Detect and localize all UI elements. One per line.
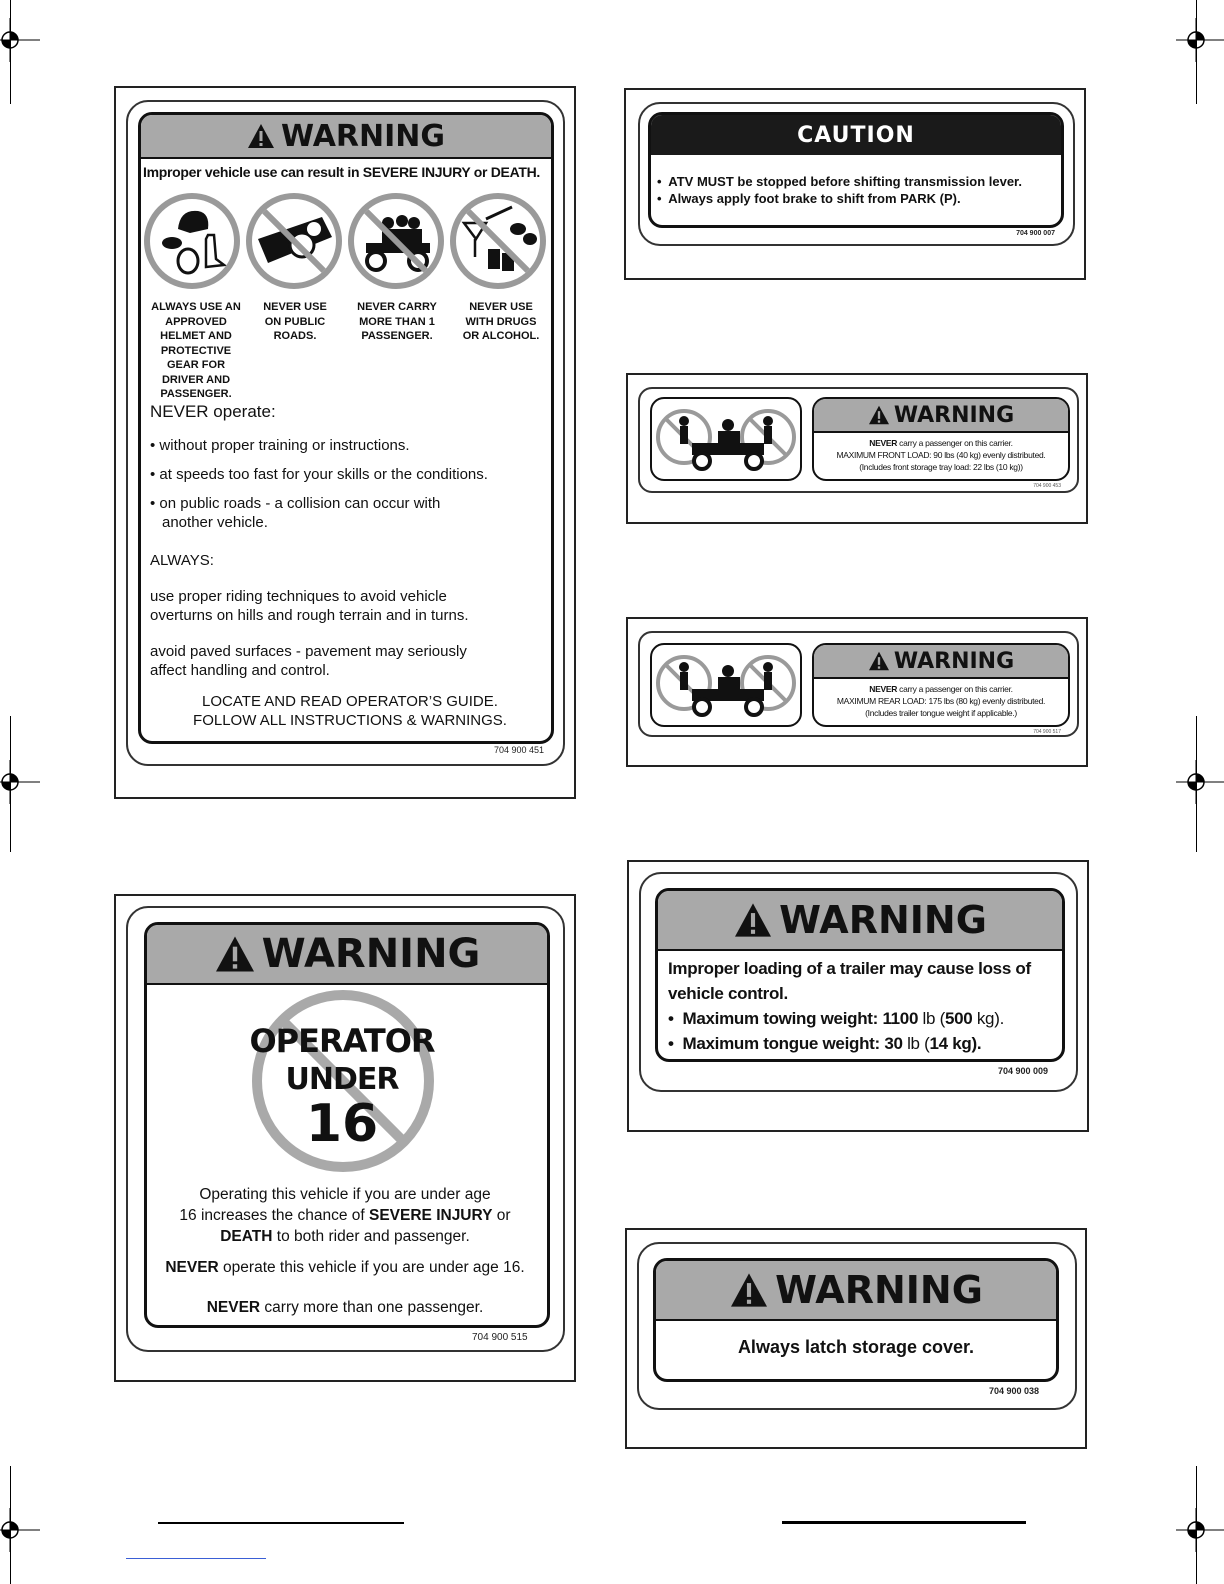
rear-carrier-label-frame (626, 617, 1088, 767)
front-carrier-header (814, 399, 1068, 433)
trailer-header-text: WARNING (779, 898, 987, 942)
front-carrier-text (814, 437, 1068, 473)
storage-text: Always latch storage cover. (737, 1337, 975, 1357)
trim-line-bottom-left (10, 1466, 11, 1584)
caution-inner-panel (648, 112, 1064, 228)
storage-inner-panel (653, 1258, 1059, 1382)
rear-carrier-header-text: WARNING (893, 648, 1015, 674)
trim-line-top-left (10, 0, 11, 104)
alert-triangle-icon (214, 935, 256, 973)
part-number-453: 704 900 453 (1033, 483, 1061, 489)
trailer-line1: Improper loading of a trailer may cause loss of (668, 959, 1031, 978)
trailer-bullet-towing: • Maximum towing weight: 1100 lb (500 kg). (668, 1009, 1004, 1028)
alert-triangle-icon (247, 123, 275, 149)
always-p1-line1: use proper riding techniques to avoid vehicle (150, 588, 447, 605)
no-passenger-icon (348, 193, 444, 289)
rear-carrier-decal (638, 631, 1079, 737)
caution-label-frame (624, 88, 1086, 280)
rear-carrier-line3: (Includes trailer tongue weight if applicable.) (865, 708, 1017, 718)
icon-caption-drugs: NEVER USE WITH DRUGS OR ALCOHOL. (462, 301, 540, 342)
trailer-inner-panel (655, 888, 1065, 1062)
never-operate-heading: NEVER operate: (150, 402, 276, 421)
helmet-gear-icon (144, 193, 240, 289)
front-carrier-line3: (Includes front storage tray load: 22 lbs (10 kg)) (859, 462, 1023, 472)
trim-line-bottom-right (1196, 1466, 1197, 1584)
front-carrier-line1: NEVER carry a passenger on this carrier. (869, 438, 1013, 448)
alert-triangle-icon (868, 651, 890, 671)
part-number-451: 704 900 451 (494, 745, 545, 755)
trailer-text (658, 951, 1062, 1056)
registration-mark-mid-right (1176, 760, 1224, 804)
under16-sign-line3: 16 (305, 1094, 379, 1154)
caution-list (657, 173, 1022, 207)
under16-header (147, 925, 547, 985)
caution-header (651, 115, 1061, 155)
storage-label-frame (625, 1228, 1087, 1449)
footer-line2: FOLLOW ALL INSTRUCTIONS & WARNINGS. (193, 712, 507, 729)
front-carrier-pictogram (650, 397, 802, 481)
trailer-label-frame (627, 860, 1089, 1132)
under16-header-text: WARNING (261, 931, 481, 977)
trailer-decal (639, 872, 1078, 1092)
under16-p1-line1: Operating this vehicle if you are under age (199, 1186, 491, 1203)
general-warning-intro: Improper vehicle use can result in SEVERE INJURY or DEATH. (143, 164, 541, 180)
alert-triangle-icon (733, 902, 773, 938)
general-warning-header-text: WARNING (280, 118, 446, 154)
registration-mark-top-right (1176, 18, 1224, 62)
icon-caption-public-roads: NEVER USE ON PUBLIC ROADS. (263, 301, 327, 342)
under16-paragraph2: NEVER operate this vehicle if you are under age 16. (165, 1259, 525, 1276)
under16-p1-line3: DEATH to both rider and passenger. (220, 1228, 470, 1245)
under16-p1-line2: 16 increases the chance of SEVERE INJURY or (179, 1207, 511, 1224)
under16-sign-line1: OPERATOR (249, 1022, 435, 1060)
rear-carrier-message-panel (812, 643, 1070, 727)
alert-triangle-icon (729, 1272, 769, 1308)
rear-carrier-pictogram (650, 643, 802, 727)
caution-decal (638, 102, 1075, 246)
always-heading: ALWAYS: (150, 552, 214, 569)
under16-paragraph1 (140, 1184, 550, 1247)
registration-mark-top-left (0, 18, 40, 62)
never-item-speed: • at speeds too fast for your skills or the conditions. (150, 466, 488, 483)
icon-caption-helmet: ALWAYS USE AN APPROVED HELMET AND PROTECTIVE GEAR FOR DRIVER AND PASSENGER. (151, 301, 241, 400)
part-number-515: 704 900 515 (472, 1332, 528, 1343)
footer-rule-left (158, 1522, 404, 1524)
front-carrier-decal (638, 387, 1079, 493)
trim-line-mid-right (1196, 716, 1197, 852)
front-carrier-message-panel (812, 397, 1070, 481)
part-number-007: 704 900 007 (1016, 230, 1055, 237)
icon-caption-passenger: NEVER CARRY MORE THAN 1 PASSENGER. (357, 301, 437, 342)
always-p2-line2: affect handling and control. (150, 662, 330, 679)
never-item-public-roads: • on public roads - a collision can occur with (150, 495, 441, 512)
general-warning-header (141, 115, 551, 159)
no-drugs-alcohol-icon (450, 193, 546, 289)
registration-mark-bottom-right (1176, 1508, 1224, 1552)
always-p1-line2: overturns on hills and rough terrain and in turns. (150, 607, 469, 624)
registration-mark-bottom-left (0, 1508, 40, 1552)
trailer-bullet-tongue: • Maximum tongue weight: 30 lb (14 kg). (668, 1034, 982, 1053)
front-carrier-header-text: WARNING (893, 402, 1015, 428)
never-item-training: • without proper training or instructions. (150, 437, 410, 454)
footer-line1: LOCATE AND READ OPERATOR’S GUIDE. (202, 693, 498, 710)
storage-header-text: WARNING (775, 1268, 983, 1312)
caution-item-stop: • ATV MUST be stopped before shifting transmission lever. (657, 174, 1023, 189)
always-p2-line1: avoid paved surfaces - pavement may seriously (150, 643, 467, 660)
never-item-public-roads-cont: another vehicle. (162, 514, 268, 531)
trailer-line2: vehicle control. (668, 984, 788, 1003)
rear-carrier-line2: MAXIMUM REAR LOAD: 175 lbs (80 kg) evenly distributed. (836, 696, 1046, 706)
front-carrier-line2: MAXIMUM FRONT LOAD: 90 lbs (40 kg) evenly distributed. (836, 450, 1046, 460)
rear-carrier-text (814, 683, 1068, 719)
trim-line-mid-left (10, 716, 11, 852)
under16-paragraph3: NEVER carry more than one passenger. (206, 1299, 484, 1316)
footer-rule-right (782, 1521, 1026, 1524)
part-number-038: 704 900 038 (988, 1386, 1039, 1396)
storage-header (656, 1261, 1056, 1321)
caution-item-brake: • Always apply foot brake to shift from PARK (P). (657, 191, 961, 206)
no-public-roads-icon (246, 193, 342, 289)
under16-sign-line2: UNDER (285, 1062, 399, 1097)
part-number-009: 704 900 009 (997, 1066, 1048, 1076)
front-carrier-label-frame (626, 373, 1088, 524)
rear-carrier-header (814, 645, 1068, 679)
alert-triangle-icon (868, 405, 890, 425)
rear-carrier-line1: NEVER carry a passenger on this carrier. (869, 684, 1013, 694)
caution-header-text: CAUTION (797, 122, 915, 148)
footer-link-rule (126, 1558, 266, 1559)
storage-decal (637, 1242, 1077, 1410)
registration-mark-mid-left (0, 760, 40, 804)
trim-line-top-right (1196, 0, 1197, 104)
trailer-header (658, 891, 1062, 951)
part-number-517: 704 900 517 (1033, 729, 1061, 735)
